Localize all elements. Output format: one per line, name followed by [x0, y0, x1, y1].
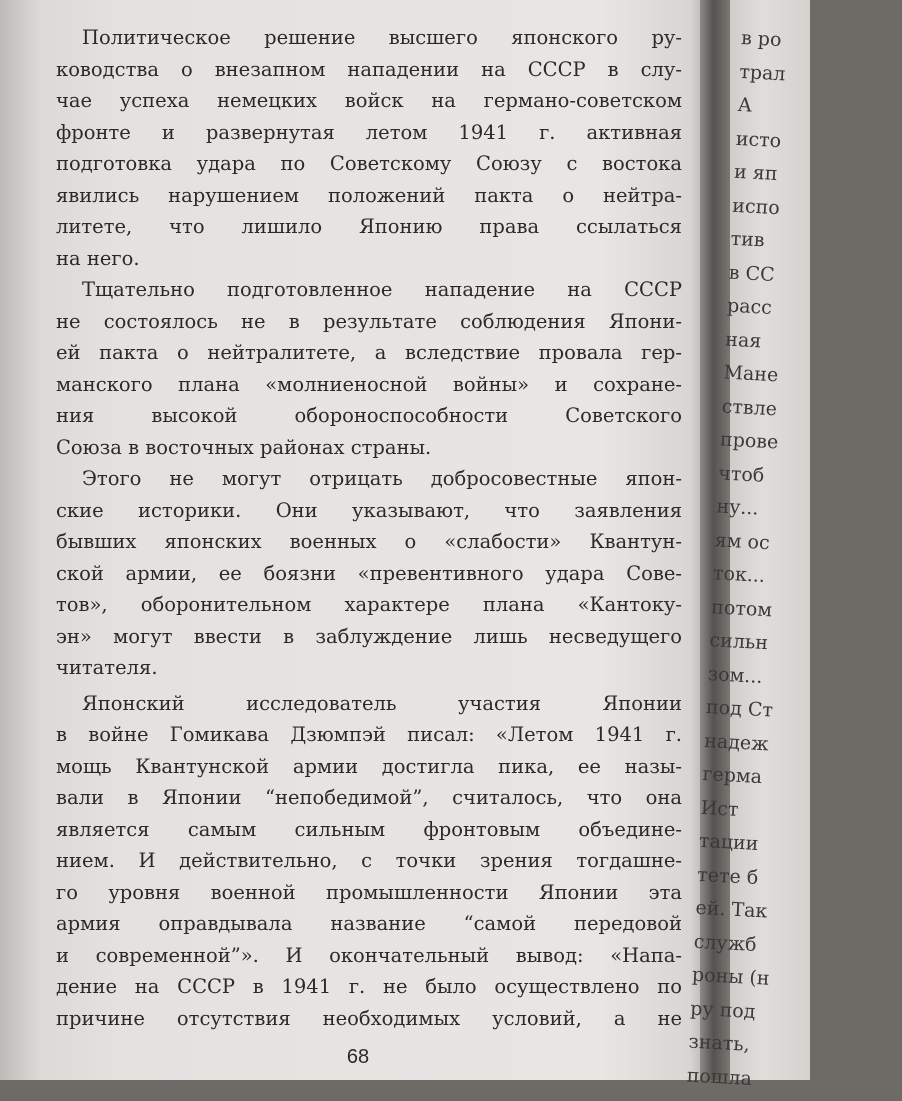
text-line: под Ст	[705, 696, 774, 722]
text-line: ской армии, ее боязни «превентивного удара Сове-	[56, 561, 682, 585]
text-line: исто	[735, 127, 782, 152]
text-line: мощь Квантунской армии достигла пика, ее назы-	[56, 754, 682, 778]
text-line: Союза в восточных районах страны.	[56, 435, 432, 459]
text-line: Японский исследователь участия Японии	[82, 691, 682, 715]
text-line: Тщательно подготовленное нападение на СССР	[82, 278, 682, 301]
text-line: Этого не могут отрицать добросовестные япон-	[82, 467, 682, 490]
text-line: ния высокой обороноспособности Советского	[56, 404, 682, 427]
text-line: ствле	[721, 394, 778, 420]
text-line: чтоб	[717, 461, 765, 487]
text-line: ские историки. Они указывают, что заявления	[56, 498, 682, 522]
text-line: ям ос	[714, 528, 771, 554]
text-line: пошла	[686, 1064, 753, 1090]
text-line: и современной”». И окончательный вывод: «Напа-	[56, 943, 682, 967]
text-line: ководства о внезапном нападении на СССР в слу-	[56, 57, 682, 81]
text-line: ей пакта о нейтралитете, а вследствие провала гер-	[56, 341, 682, 364]
right-page	[686, 0, 810, 1090]
text-line: Ист	[700, 796, 740, 821]
text-line: армия оправдывала название “самой передовой	[56, 912, 682, 935]
text-line: бывших японских военных о «слабости» Квантун-	[56, 530, 682, 553]
text-line: ток...	[712, 562, 766, 587]
text-line: эн» могут ввести в заблуждение лишь несведущего	[56, 624, 682, 648]
text-line: потом	[710, 595, 773, 621]
text-line: го уровня военной промышленности Японии эта	[56, 880, 682, 904]
text-line: А	[737, 93, 753, 117]
text-line: служб	[693, 930, 758, 956]
text-line: трал	[738, 60, 787, 85]
text-line: прове	[719, 428, 779, 454]
text-line: роны (н	[691, 963, 771, 990]
text-line: вали в Японии “непобедимой”, считалось, что она	[56, 786, 682, 809]
text-line: причине отсутствия необходимых условий, а не	[56, 1006, 682, 1030]
text-line: тив	[730, 227, 766, 252]
text-line: тете б	[696, 863, 759, 889]
left-page-text	[56, 22, 682, 1034]
text-line: чае успеха немецких войск на германо-советском	[56, 89, 682, 112]
text-line: читателя.	[56, 656, 158, 679]
text-line: нием. И действительно, с точки зрения тогдашне-	[56, 849, 682, 872]
text-line: испо	[731, 194, 781, 219]
text-line: на него.	[56, 246, 140, 270]
text-line: знать,	[687, 1030, 751, 1056]
text-line: ну...	[716, 495, 760, 520]
text-line: тации	[698, 829, 759, 855]
text-line: зом...	[707, 662, 764, 688]
text-line: надеж	[703, 729, 770, 755]
text-line: и яп	[733, 160, 779, 186]
text-line: Мане	[723, 361, 779, 387]
text-line: тов», оборонительном характере плана «Кантоку-	[56, 593, 682, 616]
text-line: дение на СССР в 1941 г. не было осуществлено по	[56, 975, 682, 998]
text-line: фронте и развернутая летом 1941 г. активная	[56, 120, 682, 144]
text-line: в войне Гомикава Дзюмпэй писал: «Летом 1941 г.	[56, 723, 682, 746]
text-line: Политическое решение высшего японского ру-	[82, 26, 682, 49]
text-line: ей. Так	[695, 896, 768, 923]
text-line: в СС	[728, 261, 776, 286]
text-line: не состоялось не в результате соблюдения Япони-	[56, 309, 682, 333]
text-line: в ро	[740, 26, 783, 52]
text-line: ру под	[689, 997, 756, 1023]
text-line: герма	[702, 762, 763, 789]
text-line: сильн	[709, 629, 769, 655]
page-number: 68	[346, 1046, 370, 1068]
text-line: явились нарушением положений пакта о нейтра-	[56, 183, 682, 207]
text-line: ная	[724, 328, 762, 352]
text-line: расс	[726, 294, 773, 319]
text-line: подготовка удара по Советскому Союзу с востока	[56, 152, 682, 175]
text-line: является самым сильным фронтовым объедине-	[56, 817, 682, 841]
text-line: литете, что лишило Японию права ссылаться	[56, 215, 682, 238]
text-line: манского плана «молниеносной войны» и сохране-	[56, 372, 682, 396]
